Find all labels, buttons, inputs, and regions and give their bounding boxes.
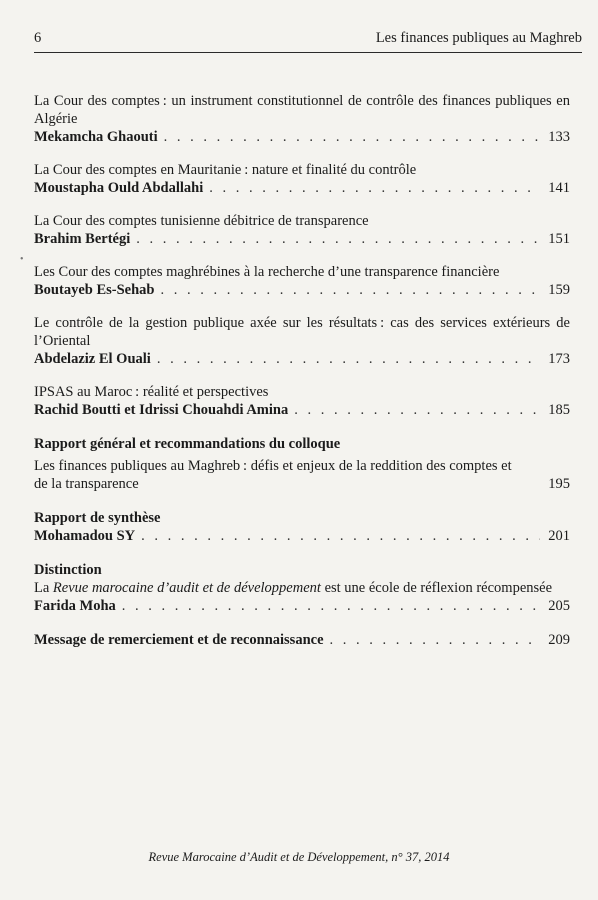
leader-dots xyxy=(157,350,540,368)
section-heading: Rapport de synthèse xyxy=(34,510,161,526)
page-number: 6 xyxy=(34,30,42,46)
entry-page: 201 xyxy=(548,528,570,544)
section-heading: Distinction xyxy=(34,562,102,578)
message-section xyxy=(34,631,570,649)
running-header xyxy=(34,30,582,53)
table-of-contents xyxy=(34,92,570,649)
journal-name: Revue marocaine d’audit et de développement xyxy=(52,580,321,596)
toc-entry xyxy=(34,314,570,368)
entry-author: Brahim Bertégi xyxy=(34,231,131,247)
entry-author-row xyxy=(34,401,570,419)
entry-title: La Cour des comptes en Mauritanie : nature et finalité du contrôle xyxy=(34,162,417,178)
entry-page: 205 xyxy=(548,598,570,614)
entry-title: La Cour des comptes : un instrument constitutionnel de contrôle des finances publiques en Algérie xyxy=(34,93,570,127)
toc-entry xyxy=(34,212,570,248)
entry-author: Rachid Boutti et Idrissi Chouahdi Amina xyxy=(34,402,289,418)
leader-dots xyxy=(136,230,540,248)
entry-title: La Revue marocaine d’audit et de développement est une école de réflexion récompensée xyxy=(34,580,553,596)
entry-author: Farida Moha xyxy=(34,598,116,614)
section-heading: Message de remerciement et de reconnaissance xyxy=(34,632,324,648)
toc-entry xyxy=(34,92,570,146)
entry-title: Les finances publiques au Maghreb : défis et enjeux de la reddition des comptes et de la transparence xyxy=(34,458,512,492)
entry-page: 209 xyxy=(548,632,570,648)
entry-author: Mohamadou SY xyxy=(34,528,136,544)
page-footer: Revue Marocaine d’Audit et de Développement, n° 37, 2014 xyxy=(148,850,450,864)
entry-page: 151 xyxy=(548,231,570,247)
entry-page: 159 xyxy=(548,282,570,298)
leader-dots xyxy=(164,128,540,146)
entry-author: Moustapha Ould Abdallahi xyxy=(34,180,204,196)
entry-title: La Cour des comptes tunisienne débitrice de transparence xyxy=(34,213,369,229)
entry-page: 195 xyxy=(548,476,570,492)
distinction-section xyxy=(34,561,570,615)
leader-dots xyxy=(294,401,540,419)
rapport-synthese-section xyxy=(34,509,570,545)
entry-author-row xyxy=(34,230,570,248)
entry-page: 185 xyxy=(548,402,570,418)
entry-heading-row xyxy=(34,631,570,649)
leader-dots xyxy=(330,631,540,649)
rapport-general-section xyxy=(34,435,570,493)
entry-page: 173 xyxy=(548,351,570,367)
leader-dots xyxy=(209,179,540,197)
entry-author: Boutayeb Es-Sehab xyxy=(34,282,155,298)
entry-title: IPSAS au Maroc : réalité et perspectives xyxy=(34,384,269,400)
entry-author-row xyxy=(34,597,570,615)
leader-dots xyxy=(122,597,540,615)
leader-dots xyxy=(160,281,540,299)
entry-title: Le contrôle de la gestion publique axée sur les résultats : cas des services extérieurs de l’Oriental xyxy=(34,315,570,349)
leader-dots xyxy=(141,527,540,545)
entry-page: 133 xyxy=(548,129,570,145)
entry-author-row xyxy=(34,179,570,197)
entry-author-row xyxy=(34,350,570,368)
toc-entry xyxy=(34,383,570,419)
toc-entry xyxy=(34,263,570,299)
entry-page: 141 xyxy=(548,180,570,196)
entry-author-row xyxy=(34,128,570,146)
stray-mark-icon: • xyxy=(20,254,24,265)
entry-title-row xyxy=(34,457,570,493)
running-title: Les finances publiques au Maghreb xyxy=(375,30,582,46)
entry-author-row xyxy=(34,281,570,299)
entry-title: Les Cour des comptes maghrébines à la recherche d’une transparence financière xyxy=(34,264,500,280)
entry-author: Mekamcha Ghaouti xyxy=(34,129,158,145)
toc-entry xyxy=(34,161,570,197)
section-heading: Rapport général et recommandations du colloque xyxy=(34,436,341,452)
entry-author: Abdelaziz El Ouali xyxy=(34,351,151,367)
entry-author-row xyxy=(34,527,570,545)
